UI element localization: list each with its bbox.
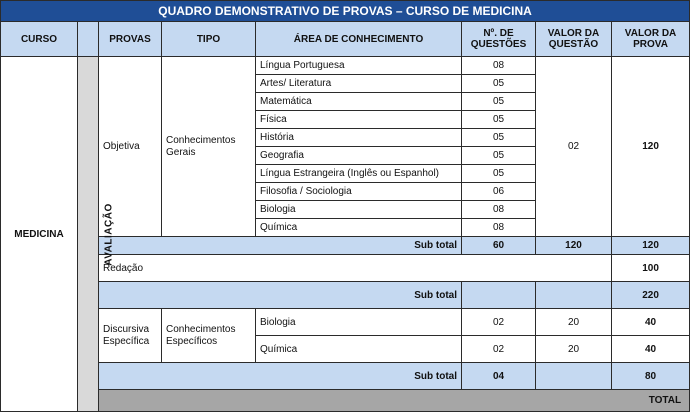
area-name: Artes/ Literatura [256, 75, 462, 93]
area-name: História [256, 129, 462, 147]
area-questoes: 08 [462, 57, 536, 75]
header-questoes: Nº. DE QUESTÕES [462, 22, 536, 57]
header-tipo: TIPO [162, 22, 256, 57]
objetiva-valor-questao: 02 [536, 57, 612, 237]
area-name: Geografia [256, 147, 462, 165]
header-valor-questao: VALOR DA QUESTÃO [536, 22, 612, 57]
subtotal-valor-questao: 120 [536, 237, 612, 255]
area-questoes: 05 [462, 93, 536, 111]
area-name: Física [256, 111, 462, 129]
area-name: Química [256, 219, 462, 237]
area-questoes: 05 [462, 75, 536, 93]
area-name: Matemática [256, 93, 462, 111]
area-name: Química [256, 336, 462, 363]
subtotal-questoes: 60 [462, 237, 536, 255]
avaliacao-label: AVALIAÇÃO [103, 202, 115, 266]
area-questoes: 06 [462, 183, 536, 201]
tipo-discursiva: Conhecimentos Específicos [162, 309, 256, 363]
area-name: Língua Estrangeira (Inglês ou Espanhol) [256, 165, 462, 183]
total-label: TOTAL [99, 390, 690, 412]
prova-objetiva: Objetiva [99, 57, 162, 237]
subtotal2-valor-prova: 220 [612, 282, 690, 309]
area-questoes: 08 [462, 201, 536, 219]
area-questoes: 02 [462, 336, 536, 363]
subtotal-valor-prova: 120 [612, 237, 690, 255]
prova-discursiva: Discursiva Específica [99, 309, 162, 363]
area-questoes: 05 [462, 129, 536, 147]
subtotal3-label: Sub total [99, 363, 462, 390]
header-valor-prova: VALOR DA PROVA [612, 22, 690, 57]
area-questoes: 05 [462, 111, 536, 129]
subtotal3-valor-questao [536, 363, 612, 390]
area-questoes: 05 [462, 147, 536, 165]
curso-cell: MEDICINA [1, 57, 78, 412]
area-valor-prova: 40 [612, 309, 690, 336]
subtotal3-questoes: 04 [462, 363, 536, 390]
area-questoes: 05 [462, 165, 536, 183]
table-title: QUADRO DEMONSTRATIVO DE PROVAS – CURSO DE MEDICINA [1, 1, 690, 22]
subtotal2-valor-questao [536, 282, 612, 309]
area-valor-questao: 20 [536, 336, 612, 363]
redacao-label: Redação [99, 255, 612, 282]
objetiva-valor-prova: 120 [612, 57, 690, 237]
subtotal-label: Sub total [99, 237, 462, 255]
header-curso: CURSO [1, 22, 78, 57]
subtotal3-valor-prova: 80 [612, 363, 690, 390]
area-name: Biologia [256, 201, 462, 219]
header-spacer [78, 22, 99, 57]
area-valor-questao: 20 [536, 309, 612, 336]
subtotal2-label: Sub total [99, 282, 462, 309]
area-name: Biologia [256, 309, 462, 336]
area-questoes: 02 [462, 309, 536, 336]
tipo-objetiva: Conhecimentos Gerais [162, 57, 256, 237]
area-questoes: 08 [462, 219, 536, 237]
avaliacao-cell [78, 57, 115, 412]
area-name: Língua Portuguesa [256, 57, 462, 75]
area-valor-prova: 40 [612, 336, 690, 363]
header-area: ÁREA DE CONHECIMENTO [256, 22, 462, 57]
subtotal2-questoes [462, 282, 536, 309]
area-name: Filosofia / Sociologia [256, 183, 462, 201]
redacao-valor-prova: 100 [612, 255, 690, 282]
header-provas: PROVAS [99, 22, 162, 57]
